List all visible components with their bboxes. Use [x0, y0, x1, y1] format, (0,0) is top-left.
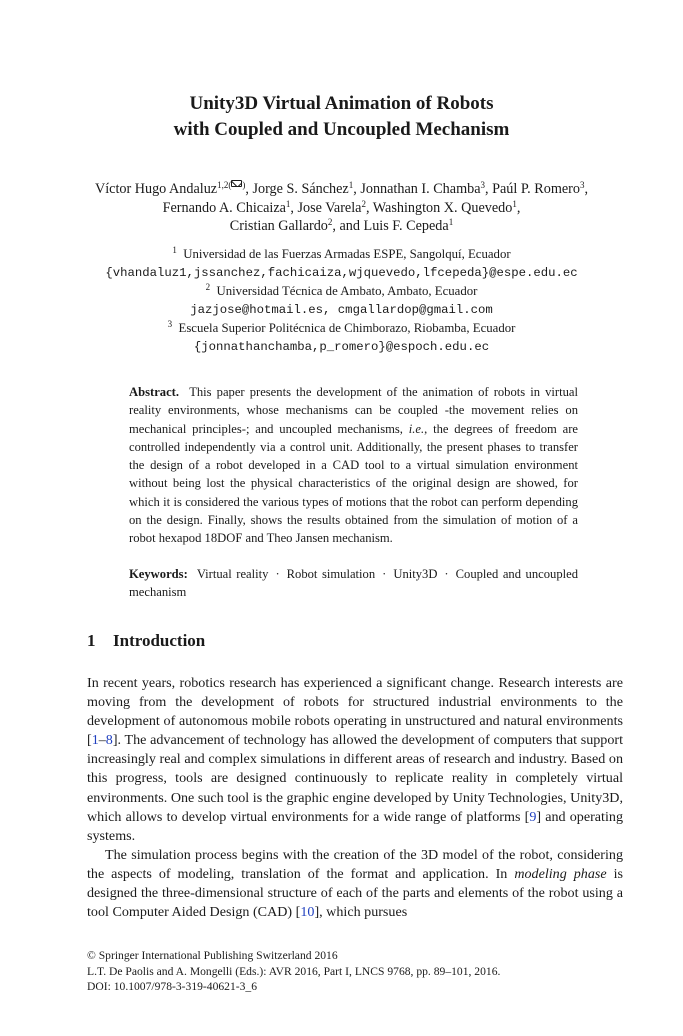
author-name: , Jonnathan I. Chamba	[353, 181, 481, 197]
page-footer	[87, 948, 627, 995]
author-name: , Jorge S. Sánchez	[245, 181, 349, 197]
abstract: Abstract. This paper presents the development of the animation of robots in virtual reality environments, whose mechanisms can be coupled -the movement relies on mechanical principles-; and uncoupled mechanisms, i.e., the degrees of freedom are controlled independently via a control unit. Additionally, the present phases to transfer the design of a robot developed in a CAD tool to a virtual simulation environment without being lost the physical characteristics of the original design are showed, for which it is considered the various types of motions that the robot can perform depending on the design. Finally, shows the results obtained from the simulation of motion of a robot hexapod 18DOF and Theo Jansen mechanism.	[129, 385, 579, 546]
keyword: Unity3D	[393, 567, 438, 581]
author-affiliation-mark: 2	[361, 198, 366, 209]
author-list	[40, 180, 643, 236]
affiliation-1-emails[interactable]: {vhandaluz1,jssanchez,fachicaiza,wjquevedo,lfcepeda}@espe.edu.ec	[105, 265, 578, 280]
author-line-3	[40, 217, 643, 236]
author-affiliation-mark: 2	[327, 217, 333, 227]
author-affiliation-mark: 1	[448, 217, 454, 227]
paper-title	[0, 91, 683, 143]
author-affiliation-mark: 1	[285, 198, 291, 209]
author-name: Víctor Hugo Andaluz	[94, 181, 218, 197]
affiliation-3: $^3$ Escuela Superior Politécnica de Chimborazo, Riobamba, Ecuador	[167, 319, 516, 336]
author-affiliation-mark: 1,2( )	[217, 180, 246, 190]
paragraph: In recent years, robotics research has experienced a significant change. Research interests are moving from the development of robots for structured industrial environments to the development of autonomous mobile robots operating in unstructured and natural environments [1–8]. The advancement of technology has allowed the development of computers that support increasingly real and complex simulations in different areas of research and industry. Based on this progress, tools are designed continuously to replicate reality in completely virtual environments. One such tool is the graphic engine developed by Unity Technologies, Unity3D, which allows to develop virtual environments for a wide range of platforms [9] and operating systems.	[87, 675, 623, 844]
keyword: Coupled and uncoupled mechanism	[129, 567, 578, 600]
citation-link[interactable]: 10	[300, 904, 315, 921]
author-affiliation-mark: 3	[579, 180, 585, 190]
doi-line[interactable]: DOI: 10.1007/978-3-319-40621-3_6	[87, 980, 258, 994]
affiliation-1: $^1$ Universidad de las Fuerzas Armadas ESPE, Sangolquí, Ecuador	[172, 245, 511, 261]
title-line-2: with Coupled and Uncoupled Mechanism	[173, 119, 510, 140]
editors-line: L.T. De Paolis and A. Mongelli (Eds.): AVR 2016, Part I, LNCS 9768, pp. 89–101, 2016.	[87, 964, 501, 978]
affiliation-2-emails[interactable]: jazjose@hotmail.es, cmgallardop@gmail.com	[190, 302, 493, 317]
keywords-label: Keywords:	[129, 567, 188, 581]
citation-link[interactable]: 1	[91, 732, 99, 749]
affiliation-2: $^2$ Universidad Técnica de Ambato, Ambato, Ecuador	[205, 282, 478, 299]
author-name: Cristian Gallardo	[229, 218, 328, 234]
keywords: Keywords: Virtual reality · Robot simulation · Unity3D · Coupled and uncoupled mechanism	[129, 567, 578, 600]
affiliation-3-emails[interactable]: {jonnathanchamba,p_romero}@espoch.edu.ec	[193, 339, 490, 354]
section-heading	[87, 631, 205, 651]
paragraph: The simulation process begins with the creation of the 3D model of the robot, considering the aspects of modeling, translation of the format and application. In modeling phase is designed the three-dimensional structure of each of the parts and elements of the robot using a tool Computer Aided Design (CAD) [10], which pursues	[87, 846, 623, 921]
author-affiliation-mark: 1	[512, 198, 517, 209]
affiliation-list	[30, 245, 653, 357]
author-name: , Paúl P. Romero	[485, 181, 580, 197]
author-name: Fernando A. Chicaiza	[162, 199, 286, 216]
citation-link[interactable]: 9	[529, 808, 537, 825]
title-line-1: Unity3D Virtual Animation of Robots	[189, 93, 494, 114]
author-line-1: Víctor Hugo Andaluz$^{1,2( )}$, Jorge S. Sánchez$^1$, Jonnathan I. Chamba$^3$, Paúl P. Romero$^3$,	[94, 180, 589, 197]
section-number: 1	[87, 631, 96, 650]
author-name: , Washington X. Quevedo	[365, 199, 513, 216]
copyright-line: © Springer International Publishing Switzerland 2016	[87, 949, 338, 962]
envelope-icon[interactable]	[231, 180, 242, 187]
author-affiliation-mark: 1	[348, 180, 354, 190]
keyword: Robot simulation	[286, 567, 376, 581]
section-title: Introduction	[113, 631, 206, 650]
introduction-body	[87, 674, 623, 922]
abstract-label: Abstract.	[129, 385, 180, 399]
citation-link[interactable]: 8	[105, 732, 113, 749]
keyword: Virtual reality	[196, 567, 269, 581]
author-name: , and Luis F. Cepeda	[332, 218, 449, 234]
author-affiliation-mark: 3	[480, 180, 485, 190]
author-name: , Jose Varela	[290, 199, 362, 216]
author-line-2: Fernando A. Chicaiza$^1$, Jose Varela$^2$, Washington X. Quevedo$^1$,	[162, 198, 521, 216]
